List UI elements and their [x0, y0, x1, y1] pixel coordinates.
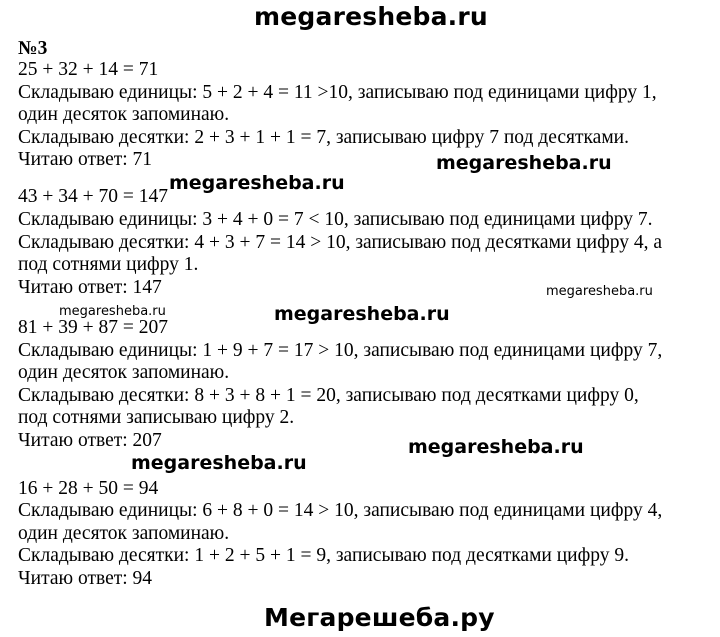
watermark: megaresheba.ru — [59, 304, 166, 319]
equation: 25 + 32 + 14 = 71 — [18, 59, 159, 80]
answer-line: Читаю ответ: 207 — [18, 430, 162, 451]
text-line: один десяток запоминаю. — [18, 104, 230, 125]
text-line: Складываю десятки: 2 + 3 + 1 + 1 = 7, записываю цифру 7 под десятками. — [18, 127, 629, 148]
text-line: под сотнями записываю цифру 2. — [18, 407, 295, 428]
text-line: один десяток запоминаю. — [18, 523, 230, 544]
text-line: Складываю десятки: 4 + 3 + 7 = 14 > 10, записываю под десятками цифру 4, а — [18, 232, 663, 253]
text-line: Складываю десятки: 1 + 2 + 5 + 1 = 9, записываю под десятками цифру 9. — [18, 545, 629, 566]
text-line: Складываю единицы: 1 + 9 + 7 = 17 > 10, записываю под единицами цифру 7, — [18, 340, 663, 361]
watermark: megaresheba.ru — [169, 172, 345, 194]
text-line: Складываю единицы: 6 + 8 + 0 = 14 > 10, записываю под единицами цифру 4, — [18, 500, 663, 521]
equation: 16 + 28 + 50 = 94 — [18, 478, 159, 499]
answer-line: Читаю ответ: 94 — [18, 568, 153, 589]
equation: 81 + 39 + 87 = 207 — [18, 317, 168, 338]
watermark-top: megaresheba.ru — [254, 2, 488, 31]
watermark: megaresheba.ru — [436, 152, 612, 174]
task-number: №3 — [18, 38, 48, 59]
watermark: megaresheba.ru — [408, 436, 584, 458]
watermark-bottom: Мегарешеба.ру — [264, 603, 495, 632]
answer-line: Читаю ответ: 147 — [18, 277, 162, 298]
text-line: Складываю единицы: 5 + 2 + 4 = 11 >10, записываю под единицами цифру 1, — [18, 82, 657, 103]
equation: 43 + 34 + 70 = 147 — [18, 186, 168, 207]
watermark: megaresheba.ru — [131, 452, 307, 474]
text-line: Складываю единицы: 3 + 4 + 0 = 7 < 10, записываю под единицами цифру 7. — [18, 209, 653, 230]
watermark: megaresheba.ru — [546, 284, 653, 299]
watermark: megaresheba.ru — [274, 303, 450, 325]
text-line: Складываю десятки: 8 + 3 + 8 + 1 = 20, записываю под десятками цифру 0, — [18, 385, 639, 406]
text-line: под сотнями цифру 1. — [18, 254, 199, 275]
text-line: один десяток запоминаю. — [18, 362, 230, 383]
answer-line: Читаю ответ: 71 — [18, 149, 153, 170]
